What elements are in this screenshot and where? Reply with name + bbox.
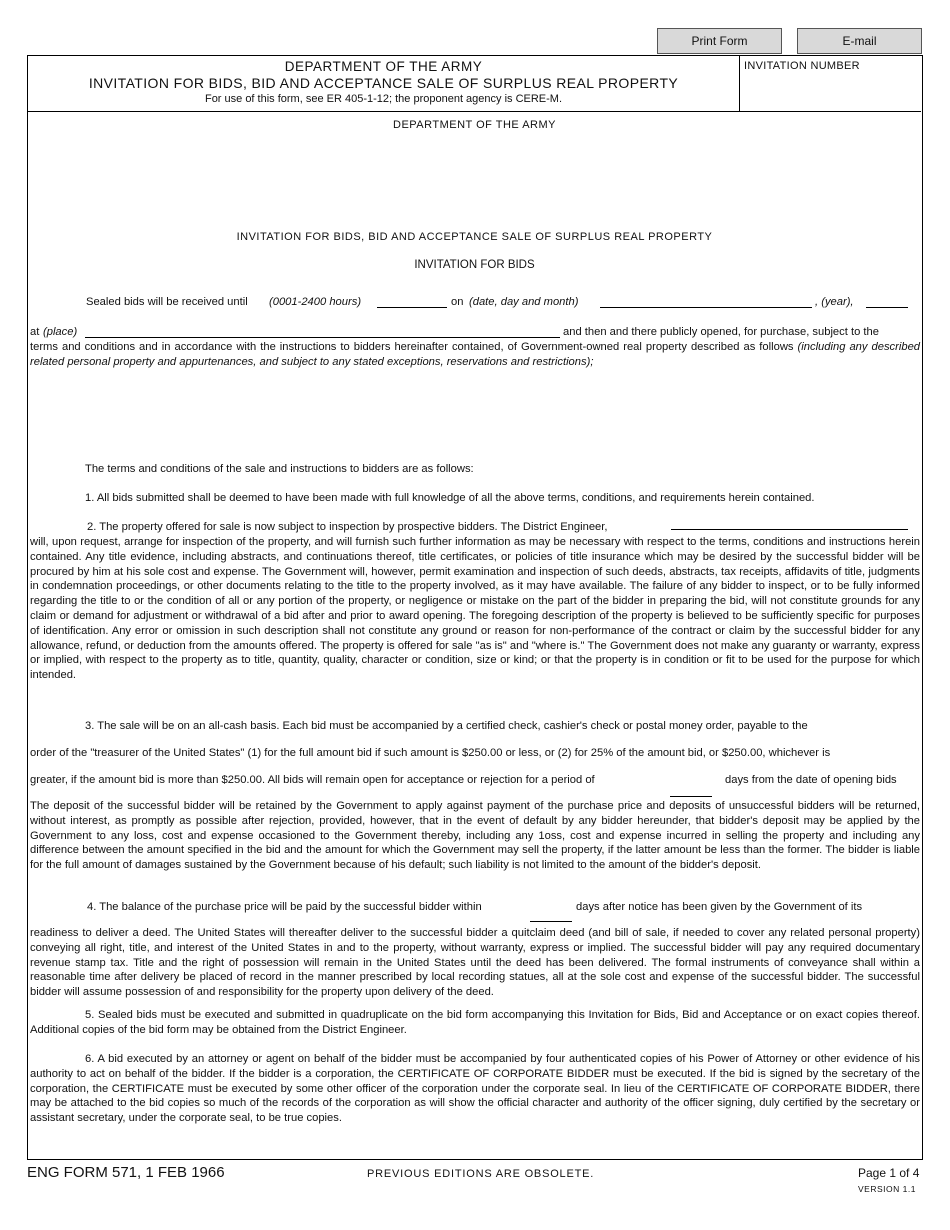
- place-input[interactable]: [85, 337, 560, 338]
- term-4: readiness to deliver a deed. The United States will thereafter deliver to the successful bidder a quitclaim deed (and bill of sale, if needed to cover any related personal property) conveying all right, title, and interest of the United States in and to the property, without warranty, express or implied. The successful bidder will pay any required documentary revenue stamp tax. Title and the right of possession will remain in the United States until the deed has been delivered. The formal instruments of conveyance shall within a reasonable time after delivery be placed of record in the manner prescribed by local recording statues, all at the sole cost and expense of the successful bidder. The successful bidder will assume possession of and responsibility for the property upon delivery of the deed.: [30, 927, 920, 999]
- on-label: on: [451, 296, 464, 308]
- term-4-line-1a: 4. The balance of the purchase price will be paid by the successful bidder within: [87, 901, 482, 913]
- form-header: [28, 56, 740, 112]
- year-input[interactable]: [866, 307, 908, 308]
- email-button[interactable]: E-mail: [797, 28, 922, 54]
- term-3: The deposit of the successful bidder will be retained by the Government to apply against payment of the purchase price and deposits of unsuccessful bidders will be returned, without interest, as promptly as possible after rejection, provided, however, that in the event of default by any bidder hereunder, that bidder's deposit may be applied by the Government to any loss, cost and expense occasioned to the Government thereby, including any 1oss, cost and expense incurred in selling the property and including any difference between the amount specified in the bid and the amount for which the Government may sell the property, if the latter amount be less than the former. The bidder is liable for the full amount of damages sustained by the Government because of his default; such liability is not limited to the amount of the bidder's deposit.: [30, 800, 920, 872]
- term-3-line-2: order of the "treasurer of the United States" (1) for the full amount bid if such amount is $250.00 or less, or (2) for 25% of the amount bid, or $250.00, whichever is: [30, 747, 831, 759]
- form-number: ENG FORM 571, 1 FEB 1966: [27, 1164, 225, 1181]
- body-title: INVITATION FOR BIDS, BID AND ACCEPTANCE SALE OF SURPLUS REAL PROPERTY: [236, 231, 713, 243]
- sealed-bids-text: Sealed bids will be received until: [86, 296, 248, 308]
- days-payment-input[interactable]: [530, 921, 572, 922]
- term-2-start: 2. The property offered for sale is now subject to inspection by prospective bidders. The District Engineer,: [87, 521, 608, 533]
- intro-paragraph: terms and conditions and in accordance with the instructions to bidders hereinafter contained, of Government-owned real property described as follows (including any described related personal property and appurtenances, and subject to any stated exceptions, reservations and restrictions);: [30, 341, 921, 368]
- terms-intro: The terms and conditions of the sale and instructions to bidders are as follows:: [85, 463, 474, 475]
- term-2: will, upon request, arrange for inspection of the property, and will furnish such further information as may be necessary with respect to the terms, conditions and instructions herein contained. Any title evidence, including abstracts, and continuations thereof, title certificates, or policies of title insurance which may be desired by the successful bidder will be procured by him at his sole cost and expense. The Government will, however, permit examination and inspection of such deeds, abstracts, tax receipts, affidavits of title, judgments in condemnation proceedings, or other documents relating to the title to the property involved, as it may have available. The failure of any bidder to inspect, or to be fully informed regarding the title to or the condition of all or any portion of the property, or negligence or mistake on the part of the bidder in preparing the bid, will not constitute grounds for any claim or demand for adjustment or withdrawal of a bid after and prior to award opening. The foregoing description of the property is believed to be sufficiently specific for purposes of identification. Any error or omission in such description shall not constitute any ground or reason for non-performance of the contract or claim by the successful bidder for any allowance, refund, or deduction from the amounts offered. The property is offered for sale "as is" and "where is." The Government does not make any guaranty or warranty, express or implied, with respect to the property as to title, quantity, quality, character or condition, size or kind; or that the property is in condition or fit to be used for the purpose for which intended.: [30, 536, 920, 682]
- term-3-line-3a: greater, if the amount bid is more than $250.00. All bids will remain open for acceptance or rejection for a period of: [30, 774, 595, 786]
- header-title: INVITATION FOR BIDS, BID AND ACCEPTANCE SALE OF SURPLUS REAL PROPERTY: [88, 75, 679, 91]
- page-number: Page 1 of 4: [858, 1166, 920, 1180]
- body-department: DEPARTMENT OF THE ARMY: [393, 119, 556, 131]
- invitation-number-label: INVITATION NUMBER: [744, 60, 860, 72]
- term-1: 1. All bids submitted shall be deemed to have been made with full knowledge of all the above terms, conditions, and requirements herein contained.: [85, 492, 815, 504]
- date-label: (date, day and month): [469, 296, 579, 308]
- term-5: 5. Sealed bids must be executed and submitted in quadruplicate on the bid form accompanying this Invitation for Bids, Bid and Acceptance or on exact copies thereof. Additional copies of the bid form may be obtained from the District Engineer.: [30, 1009, 920, 1036]
- district-engineer-input[interactable]: [671, 529, 908, 530]
- date-input[interactable]: [600, 307, 812, 308]
- place-suffix: and then and there publicly opened, for purchase, subject to the: [563, 326, 879, 338]
- body-subtitle: INVITATION FOR BIDS: [414, 259, 535, 271]
- print-form-button[interactable]: Print Form: [657, 28, 782, 54]
- term-3-line-1: 3. The sale will be on an all-cash basis. Each bid must be accompanied by a certified check, cashier's check or postal money order, payable to the: [85, 720, 808, 732]
- hours-label: (0001-2400 hours): [269, 296, 362, 308]
- place-label: (place): [43, 326, 78, 338]
- term-6: 6. A bid executed by an attorney or agent on behalf of the bidder must be accompanied by four authenticated copies of his Power of Attorney or other evidence of his authority to act on behalf of the bidder. If the bidder is a corporation, the CERTIFICATE OF CORPORATE BIDDER must be executed. If the bid is signed by the secretary of the corporation, the CERTIFICATE must be executed by some other officer of the corporation under the corporate seal. In lieu of the CERTIFICATE OF CORPORATE BIDDER, there may be attached to the bid copies so much of the records of the corporation as will show the official character and authority of the officer signing, duly certified by the secretary or assistant secretary, under the corporate seal, to be true copies.: [30, 1053, 920, 1125]
- invitation-number-field[interactable]: [740, 56, 921, 112]
- days-open-input[interactable]: [670, 796, 712, 797]
- year-label: , (year),: [815, 296, 854, 308]
- form-frame: [27, 55, 923, 1160]
- term-4-line-1b: days after notice has been given by the Government of its: [576, 901, 863, 913]
- obsolete-notice: PREVIOUS EDITIONS ARE OBSOLETE.: [367, 1168, 595, 1180]
- header-department: DEPARTMENT OF THE ARMY: [284, 59, 483, 74]
- header-subtitle: For use of this form, see ER 405-1-12; the proponent agency is CERE-M.: [204, 93, 563, 105]
- at-label: at: [30, 326, 40, 338]
- term-3-line-3b: days from the date of opening bids: [725, 774, 897, 786]
- version-label: VERSION 1.1: [858, 1184, 916, 1194]
- hours-input[interactable]: [377, 307, 447, 308]
